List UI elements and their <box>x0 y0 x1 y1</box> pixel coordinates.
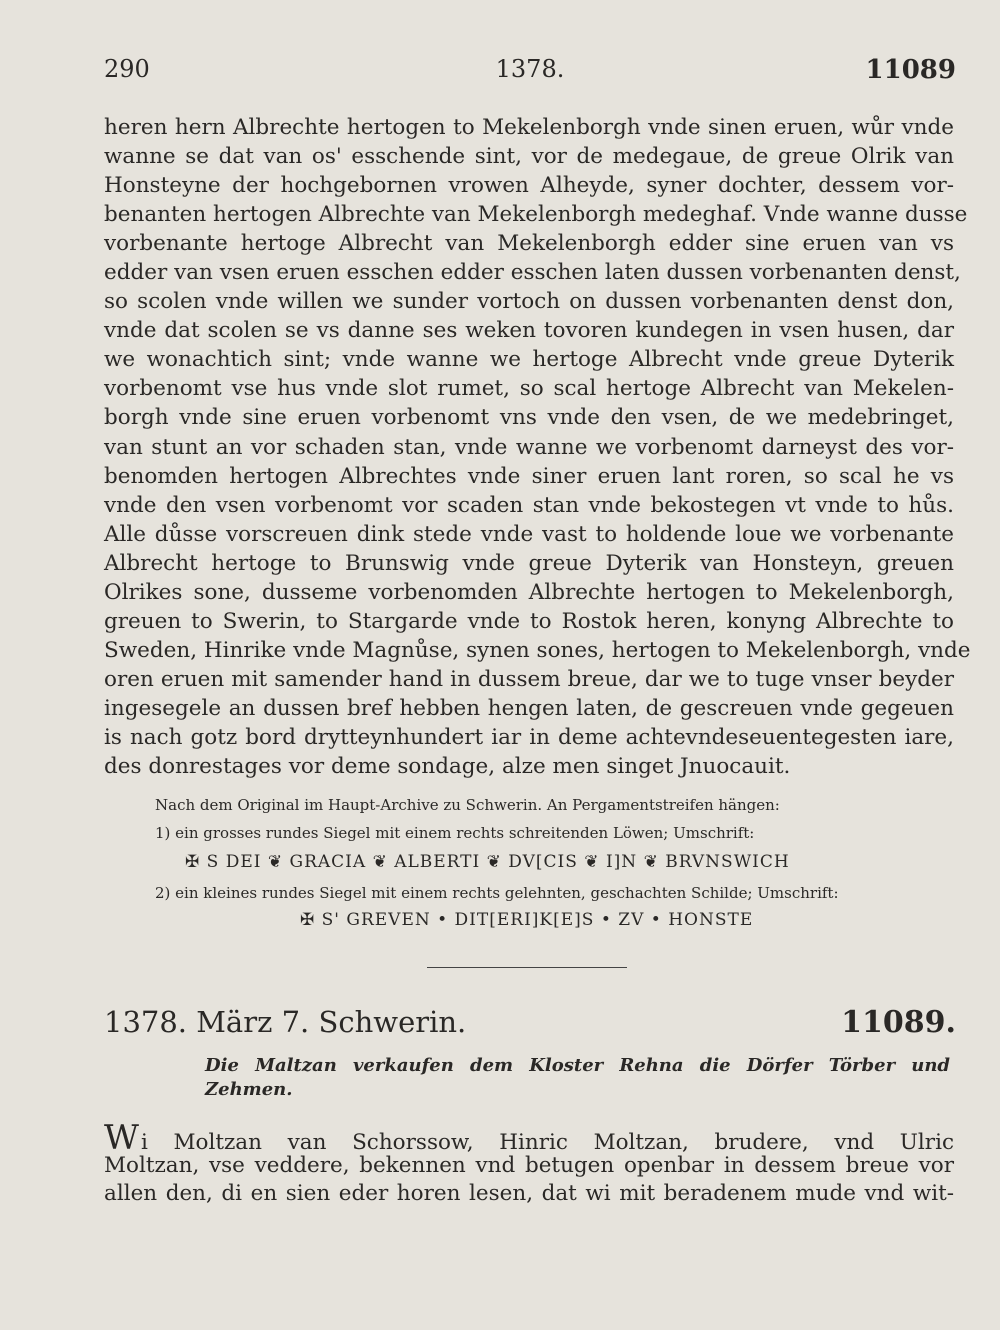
header-doc-number: 11089 <box>865 55 956 85</box>
text-line: Alle důsse vorscreuen dink stede vnde vast to holdende loue we vorbenante <box>104 521 954 547</box>
text-line: Olrikes sone, dusseme vorbenomden Albrechte hertogen to Mekelenborgh, <box>104 579 954 605</box>
text-line: van stunt an vor schaden stan, vnde wanne we vorbenomt darneyst des vor- <box>104 434 954 460</box>
text-line: is nach gotz bord drytteynhundert iar in deme achtevndeseuentegesten iare, <box>104 724 954 750</box>
text-line: allen den, di en sien eder horen lesen, dat wi mit beradenem mude vnd wit- <box>104 1181 954 1206</box>
charter-first-line <box>104 1118 954 1158</box>
text-line: vnde den vsen vorbenomt vor scaden stan vnde bekostegen vt vnde to hůs. <box>104 492 954 518</box>
text-line: so scolen vnde willen we sunder vortoch on dussen vorbenanten denst don, <box>104 289 954 315</box>
text-line: oren eruen mit samender hand in dussem breue, dar we to tuge vnser beyder <box>104 666 954 692</box>
page-header <box>104 55 956 87</box>
running-year: 1378. <box>495 55 565 83</box>
text-line: Sweden, Hinrike vnde Magnůse, synen sones, hertogen to Mekelenborgh, vnde <box>104 637 971 663</box>
text-line: edder van vsen eruen esschen edder esschen laten dussen vorbenanten denst, <box>104 260 961 286</box>
seal-inscription-2: ✠ S' GREVEN • DIT[ERI]K[E]S • ZV • HONSTE <box>300 910 754 930</box>
text-line: benomden hertogen Albrechtes vnde siner eruen lant roren, so scal he vs <box>104 463 954 489</box>
text-line: vorbenante hertoge Albrecht van Mekelenborgh edder sine eruen van vs <box>104 231 954 257</box>
text-line: Moltzan, vse veddere, bekennen vnd betugen openbar in dessem breue vor <box>104 1153 954 1178</box>
text-line: wanne se dat van os' esschende sint, vor de medegaue, de greue Olrik van <box>104 144 954 170</box>
text-line: Albrecht hertoge to Brunswig vnde greue Dyterik van Honsteyn, greuen <box>104 550 954 576</box>
text-line: greuen to Swerin, to Stargarde vnde to Rostok heren, konyng Albrechte to <box>104 608 954 634</box>
text-line: heren hern Albrechte hertogen to Mekelenborgh vnde sinen eruen, wůr vnde <box>104 115 954 140</box>
seal-note-2: 2) ein kleines rundes Siegel mit einem rechts gelehnten, geschachten Schilde; Umschrift: <box>155 884 839 902</box>
document-date-place: 1378. März 7. Schwerin. <box>104 1005 467 1039</box>
source-note: Nach dem Original im Haupt-Archive zu Schwerin. An Pergamentstreifen hängen: <box>155 796 780 814</box>
summary-line: Zehmen. <box>205 1079 293 1100</box>
text-line: benanten hertogen Albrechte van Mekelenborgh medeghaf. Vnde wanne dusse <box>104 202 968 228</box>
charter-text <box>104 1118 954 1208</box>
first-line-text: i Moltzan van Schorssow, Hinric Moltzan, brudere, vnd Ulric <box>140 1130 954 1155</box>
text-line: Honsteyne der hochgebornen vrowen Alheyde, syner dochter, dessem vor- <box>104 173 954 199</box>
text-line: we wonachtich sint; vnde wanne we hertoge Albrecht vnde greue Dyterik <box>104 347 954 373</box>
document-number: 11089. <box>841 1005 956 1040</box>
summary-line: Die Maltzan verkaufen dem Kloster Rehna die Dörfer Törber und <box>205 1055 950 1076</box>
text-line: ingesegele an dussen bref hebben hengen laten, de gescreuen vnde gegeuen <box>104 695 954 721</box>
charter-text-continued <box>104 113 971 781</box>
document-heading <box>104 1005 956 1045</box>
seal-inscription-1: ✠ S DEI ❦ GRACIA ❦ ALBERTI ❦ DV[CIS ❦ I]N ❦ BRVNSWICH <box>185 852 790 872</box>
section-divider <box>427 967 627 968</box>
text-line: des donrestages vor deme sondage, alze men singet Jnuocauit. <box>104 754 791 780</box>
seal-note-1: 1) ein grosses rundes Siegel mit einem rechts schreitenden Löwen; Umschrift: <box>155 824 755 842</box>
text-line: borgh vnde sine eruen vorbenomt vns vnde den vsen, de we medebringet, <box>104 405 954 431</box>
text-line: vorbenomt vse hus vnde slot rumet, so scal hertoge Albrecht van Mekelen- <box>104 376 954 402</box>
text-line: vnde dat scolen se vs danne ses weken tovoren kundegen in vsen husen, dar <box>104 318 954 344</box>
document-summary <box>205 1054 950 1102</box>
initial-letter: W <box>104 1118 139 1158</box>
page-number: 290 <box>104 55 150 83</box>
